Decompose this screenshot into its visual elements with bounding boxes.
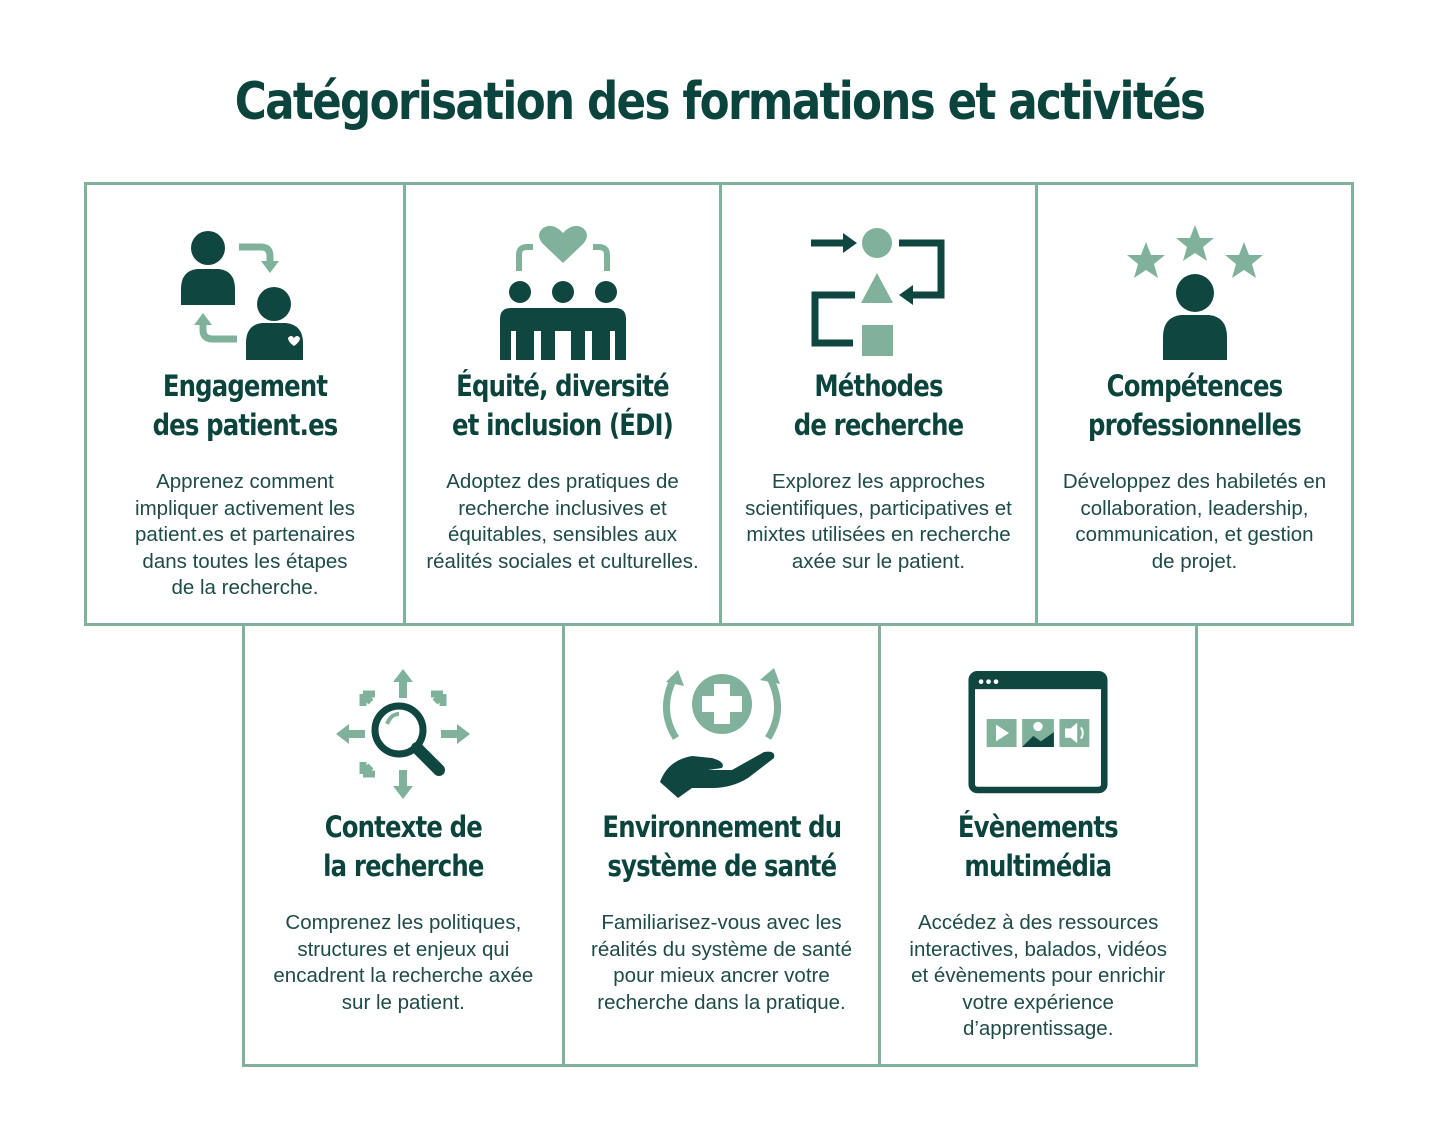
card-title	[890, 808, 1187, 886]
card-title	[1046, 367, 1343, 445]
card-description	[736, 469, 1021, 575]
card-description-line: réalités sociales et culturelles.	[426, 549, 699, 573]
card-title	[254, 808, 554, 886]
card-description-line: équitables, sensibles aux	[447, 523, 678, 546]
card-title-line: et inclusion (ÉDI)	[452, 408, 673, 442]
category-card-patient-engagement	[87, 185, 403, 623]
category-card-health-system	[562, 626, 879, 1064]
card-description-line: axée sur le patient.	[791, 549, 966, 573]
patient-engagement-icon	[87, 225, 403, 360]
card-title-line: la recherche	[323, 849, 484, 883]
card-description	[1052, 469, 1337, 575]
card-title-line: système de santé	[607, 849, 836, 883]
card-title-line: Engagement	[162, 369, 328, 403]
card-title	[414, 367, 711, 445]
card-description-line: dans toutes les étapes	[142, 549, 348, 573]
card-title-line: Évènements	[958, 810, 1119, 844]
card-description-line: Accédez à des ressources	[917, 911, 1159, 934]
card-description-line: Développez des habiletés en	[1062, 470, 1327, 493]
card-description-line: encadrent la recherche axée	[273, 964, 534, 987]
card-title-line: Compétences	[1106, 369, 1283, 403]
card-description-line: d’apprentissage.	[962, 1017, 1114, 1040]
card-description-line: recherche dans la pratique.	[597, 990, 846, 1014]
card-description-line: et évènements pour enrichir	[911, 964, 1166, 987]
card-description-line: recherche inclusives et	[458, 496, 667, 520]
card-description-line: Familiarisez-vous avec les	[601, 911, 842, 934]
card-title-line: multimédia	[964, 849, 1112, 883]
card-description-line: scientifiques, participatives et	[745, 496, 1012, 520]
card-description-line: Adoptez des pratiques de	[446, 470, 679, 493]
card-description-line: Comprenez les politiques,	[285, 911, 522, 934]
card-title	[95, 367, 394, 445]
card-description-line: réalités du système de santé	[591, 937, 852, 961]
page-title: Catégorisation des formations et activités	[234, 72, 1205, 132]
card-title-line: des patient.es	[152, 408, 338, 442]
category-row-bottom	[242, 623, 1198, 1067]
health-system-hand-cross-icon	[565, 666, 879, 801]
card-description-line: de projet.	[1151, 549, 1238, 573]
card-description-line: communication, et gestion	[1075, 523, 1314, 546]
research-context-magnifier-icon	[245, 666, 562, 801]
card-title-line: Contexte de	[324, 810, 482, 844]
category-card-multimedia-events	[878, 626, 1195, 1064]
card-description	[895, 910, 1181, 1043]
card-description-line: structures et enjeux qui	[297, 937, 510, 961]
category-card-research-methods	[719, 185, 1035, 623]
card-description-line: mixtes utilisées en recherche	[746, 523, 1011, 546]
card-description	[259, 910, 548, 1016]
card-description-line: patient.es et partenaires	[135, 523, 355, 546]
professional-skills-stars-icon	[1038, 225, 1351, 360]
card-description-line: Apprenez comment	[156, 470, 334, 493]
card-title-line: professionnelles	[1088, 408, 1301, 442]
card-description	[579, 910, 865, 1016]
card-title-line: Équité, diversité	[456, 369, 669, 403]
category-row-top	[84, 182, 1354, 626]
category-card-professional-skills	[1035, 185, 1351, 623]
card-title	[573, 808, 870, 886]
card-description-line: interactives, balados, vidéos	[909, 937, 1167, 961]
card-description-line: pour mieux ancrer votre	[613, 964, 830, 987]
card-title-line: Environnement du	[602, 810, 841, 844]
card-title-line: Méthodes	[814, 369, 943, 403]
card-description-line: Explorez les approches	[771, 470, 986, 493]
card-description	[101, 469, 389, 602]
card-title	[730, 367, 1027, 445]
card-description-line: de la recherche.	[171, 576, 319, 599]
multimedia-events-browser-icon	[881, 666, 1195, 801]
research-methods-shapes-icon	[722, 225, 1035, 360]
diversity-group-heart-icon	[406, 225, 719, 360]
card-description-line: sur le patient.	[341, 990, 465, 1014]
card-description-line: votre expérience	[962, 990, 1114, 1014]
category-card-research-context	[245, 626, 562, 1064]
category-card-edi	[403, 185, 719, 623]
card-title-line: de recherche	[793, 408, 964, 442]
card-description-line: collaboration, leadership,	[1080, 496, 1309, 520]
card-description-line: impliquer activement les	[135, 496, 355, 520]
card-description	[420, 469, 705, 575]
